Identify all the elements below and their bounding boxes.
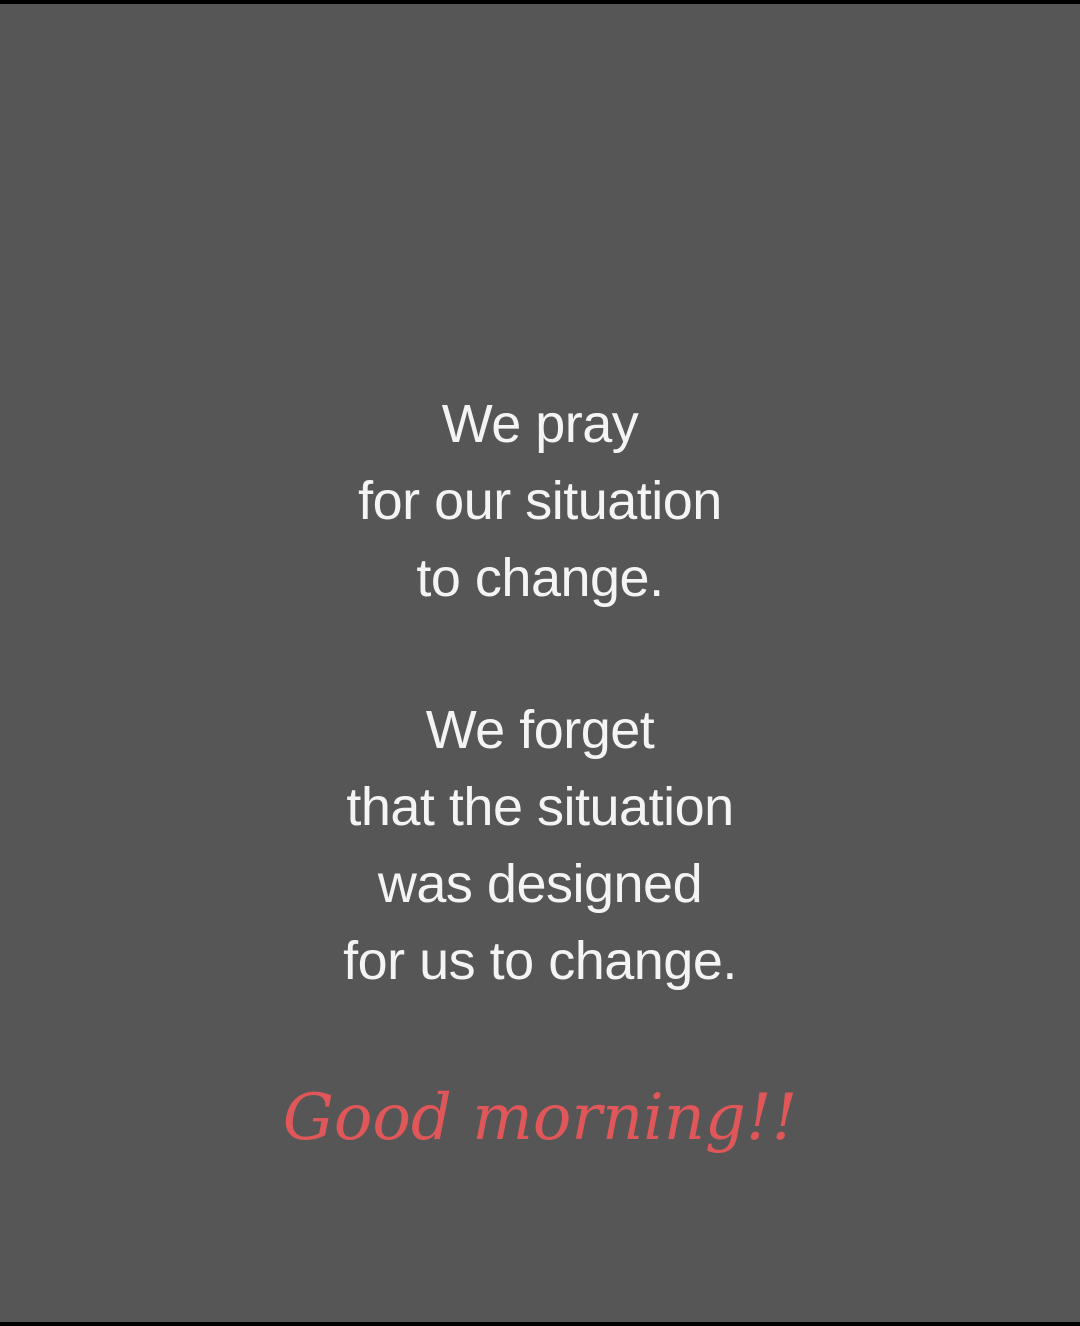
quote-stanza-1 [0, 386, 1080, 617]
quote-line: was designed [377, 854, 703, 914]
greeting-text: Good morning!! [282, 1081, 798, 1155]
quote-line: that the situation [346, 777, 734, 837]
quote-line: for our situation [358, 471, 722, 531]
quote-line: to change. [416, 548, 664, 608]
quote-stanza-2 [0, 692, 1080, 1000]
quote-line: We forget [425, 700, 655, 760]
quote-line: for us to change. [343, 931, 737, 991]
quote-line: We pray [441, 394, 639, 454]
